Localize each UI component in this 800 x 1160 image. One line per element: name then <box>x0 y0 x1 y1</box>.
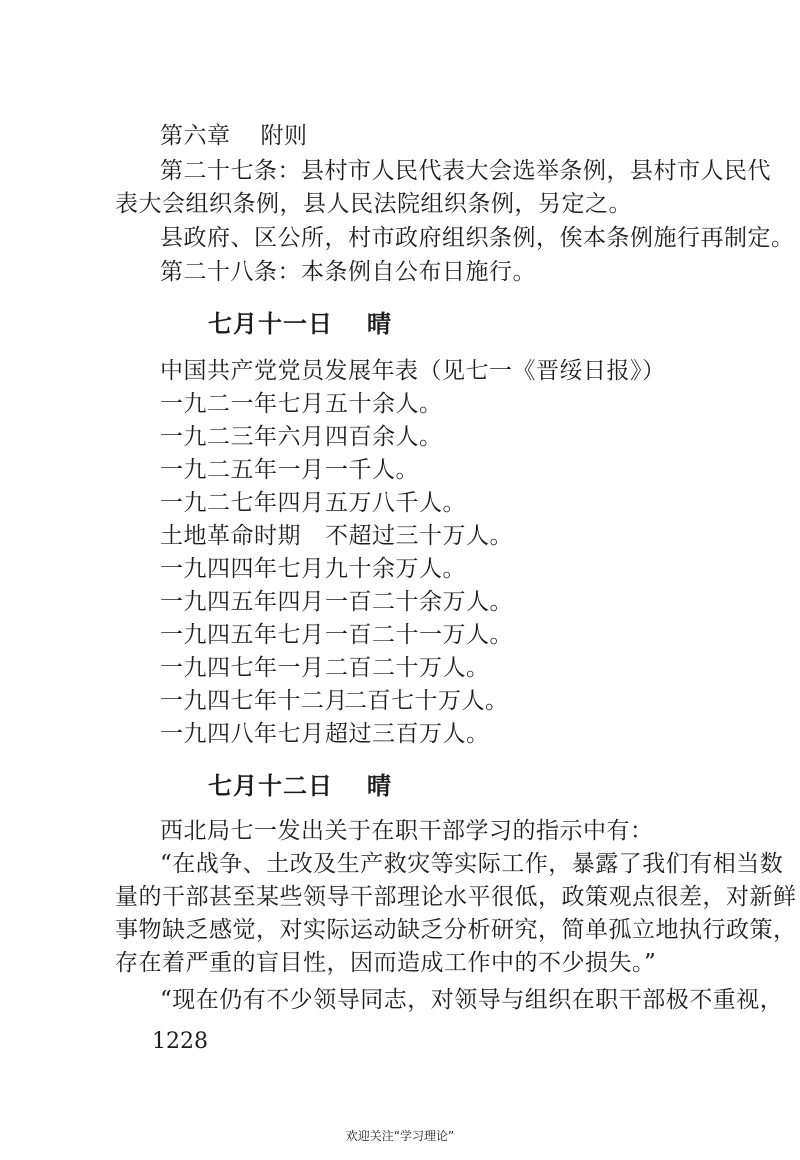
entry-weather: 晴 <box>367 309 392 338</box>
membership-row <box>160 619 513 651</box>
quote-line: “在战争、土改及生产救灾等实际工作，暴露了我们有相当数 <box>160 851 784 877</box>
footer-note: 欢迎关注“学习理论” <box>345 1129 455 1143</box>
quote-line: 事物缺乏感觉，对实际运动缺乏分析研究，简单孤立地执行政策， <box>115 917 797 943</box>
membership-row <box>160 454 419 486</box>
page-number: 1228 <box>152 1029 208 1054</box>
row-date: 一九四四年七月 <box>160 556 325 582</box>
row-count: 二百七十万人。 <box>344 688 509 714</box>
row-date: 一九二一年七月 <box>160 391 325 417</box>
row-count: 超过三百万人。 <box>325 721 490 747</box>
chapter-heading <box>160 120 308 152</box>
entry-intro: 西北局七一发出关于在职干部学习的指示中有： <box>160 818 654 844</box>
quote-line: “现在仍有不少领导同志，对领导与组织在职干部极不重视， <box>160 987 784 1013</box>
membership-row <box>160 421 443 453</box>
entry-intro: 中国共产党党员发展年表（见七一《晋绥日报》） <box>160 358 666 384</box>
row-date: 一九四五年七月 <box>160 622 325 648</box>
row-count: 五十余人。 <box>325 391 443 417</box>
row-count: 五万八千人。 <box>325 490 466 516</box>
membership-row <box>160 685 509 717</box>
membership-row <box>160 652 490 684</box>
row-date: 一九四七年十二月 <box>160 688 348 714</box>
row-count: 一百二十余万人。 <box>325 589 513 615</box>
membership-row <box>160 388 443 420</box>
entry-heading-july-11 <box>208 308 392 340</box>
row-date: 一九二三年六月 <box>160 424 325 450</box>
membership-row <box>160 586 513 618</box>
chapter-title: 第六章 <box>160 123 231 149</box>
row-date: 一九四七年一月 <box>160 655 325 681</box>
entry-date: 七月十二日 <box>208 771 333 800</box>
membership-row <box>160 718 490 750</box>
article-28: 第二十八条：本条例自公布日施行。 <box>160 259 536 285</box>
row-date: 一九二七年四月 <box>160 490 325 516</box>
entry-date: 七月十一日 <box>208 309 333 338</box>
row-count: 一百二十一万人。 <box>325 622 513 648</box>
row-date: 土地革命时期 <box>160 523 301 549</box>
row-date: 一九四八年七月 <box>160 721 325 747</box>
article-27-line-3: 县政府、区公所，村市政府组织条例，俟本条例施行再制定。 <box>160 225 795 251</box>
quote-line: 量的干部甚至某些领导干部理论水平很低，政策观点很差，对新鲜 <box>115 884 797 910</box>
article-27-line-2: 表大会组织条例，县人民法院组织条例，另定之。 <box>115 191 632 217</box>
entry-heading-july-12 <box>208 770 392 802</box>
row-count: 二百二十万人。 <box>325 655 490 681</box>
membership-row <box>160 553 466 585</box>
entry-weather: 晴 <box>367 771 392 800</box>
row-date: 一九二五年一月 <box>160 457 325 483</box>
row-count: 九十余万人。 <box>325 556 466 582</box>
row-count: 不超过三十万人。 <box>325 523 513 549</box>
row-count: 四百余人。 <box>325 424 443 450</box>
membership-row <box>160 520 513 552</box>
row-count: 一千人。 <box>325 457 419 483</box>
article-27-line-1: 第二十七条：县村市人民代表大会选举条例，县村市人民代 <box>160 158 771 184</box>
membership-row <box>160 487 466 519</box>
quote-line: 存在着严重的盲目性，因而造成工作中的不少损失。” <box>115 950 657 976</box>
row-date: 一九四五年四月 <box>160 589 325 615</box>
chapter-name: 附则 <box>260 123 308 149</box>
